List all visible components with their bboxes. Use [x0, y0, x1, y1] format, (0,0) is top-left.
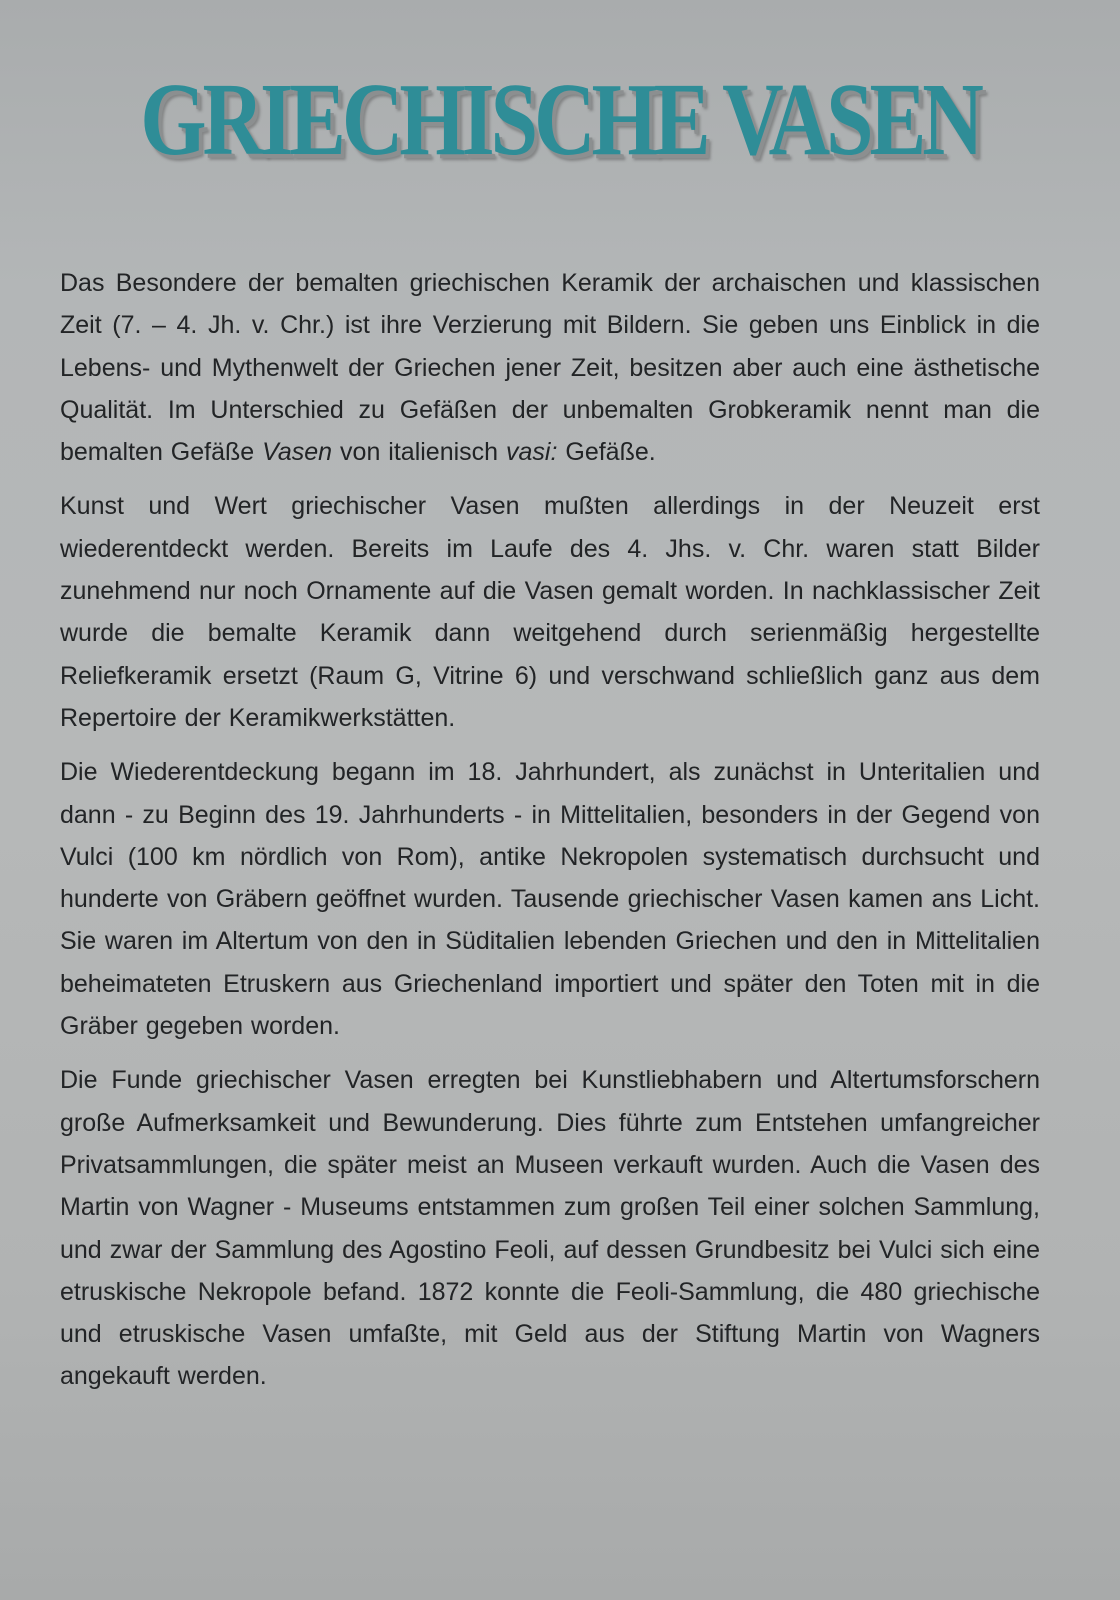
- panel-title: GRIECHISCHE VASEN: [140, 62, 980, 177]
- panel-body: [60, 262, 1040, 1410]
- paragraph-3: Die Wiederentdeckung begann im 18. Jahrhundert, als zunächst in Unteritalien und dann - zu Beginn des 19. Jahrhunderts - in Mittelitalien, besonders in der Gegend von Vulci (100 km nördlich von Rom), antike Nekropolen systematisch durchsucht und hunderte von Gräbern geöffnet wurden. Tausende griechischer Vasen kamen ans Licht. Sie waren im Altertum von den in Süditalien lebenden Griechen und den in Mittelitalien beheimateten Etruskern aus Griechenland importiert und später den Toten mit in die Gräber gegeben worden.: [60, 758, 1040, 1041]
- paragraph-1: [60, 262, 1040, 473]
- italic-term-vasi: vasi:: [506, 438, 558, 467]
- paragraph-4: Die Funde griechischer Vasen erregten bei Kunstliebhabern und Altertumsforschern große Aufmerksamkeit und Bewunderung. Dies führte zum Entstehen umfangreicher Privatsammlungen, die später meist an Museen verkauft wurden. Auch die Vasen des Martin von Wagner - Museums entstammen zum großen Teil einer solchen Sammlung, und zwar der Sammlung des Agostino Feoli, auf dessen Grundbesitz bei Vulci sich eine etruskische Nekropole befand. 1872 konnte die Feoli-Sammlung, die 480 griechische und etruskische Vasen umfaßte, mit Geld aus der Stiftung Martin von Wagners angekauft werden.: [60, 1066, 1040, 1391]
- paragraph-1-text-end: Gefäße.: [557, 438, 656, 467]
- paragraph-1-text: Das Besondere der bemalten griechischen Keramik der archaischen und klassischen Zeit (7. – 4. Jh. v. Chr.) ist ihre Verzierung mit Bildern. Sie geben uns Einblick in die Lebens- und Mythenwelt der Griechen jener Zeit, besitzen aber auch eine ästhetische Qualität. Im Unterschied zu Gefäßen der unbemalten Grobkeramik nennt man die bemalten Gefäße: [60, 269, 1040, 467]
- italic-term-vasen: Vasen: [262, 438, 333, 467]
- paragraph-2: Kunst und Wert griechischer Vasen mußten allerdings in der Neuzeit erst wiederentdeckt werden. Bereits im Laufe des 4. Jhs. v. Chr. waren statt Bilder zunehmend nur noch Ornamente auf die Vasen gemalt worden. In nachklassischer Zeit wurde die bemalte Keramik dann weitgehend durch serienmäßig hergestellte Reliefkeramik ersetzt (Raum G, Vitrine 6) und verschwand schließlich ganz aus dem Repertoire der Keramikwerkstätten.: [60, 492, 1040, 732]
- paragraph-1-text-middle: von italienisch: [332, 438, 507, 467]
